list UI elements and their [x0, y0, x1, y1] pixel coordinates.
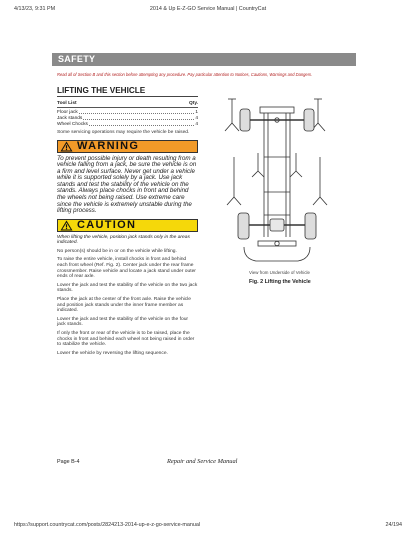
browser-print-footer	[14, 522, 402, 532]
tool-qty: 4	[195, 116, 198, 121]
procedure-paragraph: No person(s) should be in or on the vehicle while lifting.	[57, 248, 177, 254]
tool-list	[57, 101, 198, 127]
leader-dots	[79, 113, 195, 114]
tool-list-qty-label: Qty.	[189, 101, 198, 106]
jack-stand-icon	[252, 153, 264, 177]
leader-dots	[83, 119, 194, 120]
tool-list-header	[57, 101, 198, 108]
tool-qty: 4	[195, 122, 198, 127]
section-intro: Read all of Section B and this section before attempting any procedure. Pay particular attention to Notices, Cautions, Warnings and Dangers.	[57, 72, 313, 77]
front-right-wheel	[304, 109, 314, 131]
figure-caption: Fig. 2 Lifting the Vehicle	[249, 279, 311, 285]
jack-stand-icon	[313, 157, 327, 205]
browser-print-header	[14, 6, 402, 16]
page-number: Page B-4	[57, 459, 80, 465]
rear-crossmember	[258, 241, 296, 246]
procedure-paragraph: Place the jack at the center of the front axle. Raise the vehicle and position jack stands under the inner frame member as indicated.	[57, 297, 192, 314]
caution-label: CAUTION	[77, 219, 137, 232]
warning-label: WARNING	[77, 140, 140, 152]
rear-jack-point	[275, 241, 279, 245]
print-url: https://support.countrycat.com/posts/2824213-2014-up-e-z-go-service-manual	[14, 522, 201, 528]
rear-left-wheel	[238, 213, 249, 239]
procedure-paragraph: Lower the jack and test the stability of the vehicle on the four jack stands.	[57, 316, 189, 328]
warning-text: To prevent possible injury or death resulting from a vehicle falling from a jack, be sure the vehicle is on a firm and level surface. Never get under a vehicle while it is supported solely by a jack. Use jack stands and test the stability of the vehicle on the stands. Always place chocks in front and behind the wheels not being raised. Use extreme care since the vehicle is extremely unstable during the lifting process.	[57, 154, 197, 215]
tool-name: Floor jack	[57, 110, 78, 115]
differential	[270, 219, 284, 231]
jack-stand-icon	[225, 99, 239, 131]
rear-right-wheel	[305, 213, 316, 239]
caution-text: When lifting the vehicle, position jack stands only in the areas indicated.	[57, 234, 190, 246]
vehicle-underside-diagram	[222, 97, 332, 267]
tool-list-label: Tool List	[57, 101, 77, 106]
lifting-section	[57, 86, 198, 356]
caution-triangle-icon	[60, 220, 73, 231]
lifting-title: LIFTING THE VEHICLE	[57, 86, 198, 97]
section-title: SAFETY	[58, 54, 96, 64]
procedure-paragraph: If only the front or rear of the vehicle is to be raised, place the chocks in front and behind each wheel not being raised in order to stabilize the vehicle.	[57, 330, 195, 348]
warning-triangle-icon	[60, 141, 73, 152]
print-timestamp: 4/13/23, 9:31 PM	[14, 6, 56, 12]
tool-qty: 1	[195, 110, 198, 115]
print-page-count: 24/194	[385, 522, 402, 528]
jack-stand-icon	[290, 153, 302, 177]
print-page-title: 2014 & Up E-Z-GO Service Manual | CountryCat	[149, 6, 267, 12]
leader-dots	[89, 125, 194, 126]
jack-stand-icon	[227, 157, 241, 205]
front-left-wheel	[240, 109, 250, 131]
manual-title: Repair and Service Manual	[167, 458, 238, 465]
vehicle-body-outline	[244, 247, 310, 261]
figure-view-note: View from Underside of Vehicle	[249, 270, 310, 275]
tool-list-item	[57, 121, 198, 127]
procedure-paragraph: Lower the vehicle by reversing the lifting sequence.	[57, 350, 168, 356]
section-title-bar	[52, 53, 356, 66]
frame-rails	[260, 107, 294, 237]
raise-note: Some servicing operations may require the vehicle be raised.	[57, 130, 190, 135]
procedure-paragraph: Lower the jack and test the stability of the vehicle on the two jack stands.	[57, 282, 198, 294]
caution-banner	[57, 219, 198, 232]
warning-banner	[57, 140, 198, 153]
procedure-paragraph: To raise the entire vehicle, install chocks in front and behind each front wheel (Ref. Fig. 2). Center jack under the rear frame crossmember. Raise vehicle and locate a jack stand under outer ends of rear axle.	[57, 257, 196, 280]
tool-name: Jack stands	[57, 116, 83, 121]
tool-name: Wheel Chocks	[57, 122, 88, 127]
